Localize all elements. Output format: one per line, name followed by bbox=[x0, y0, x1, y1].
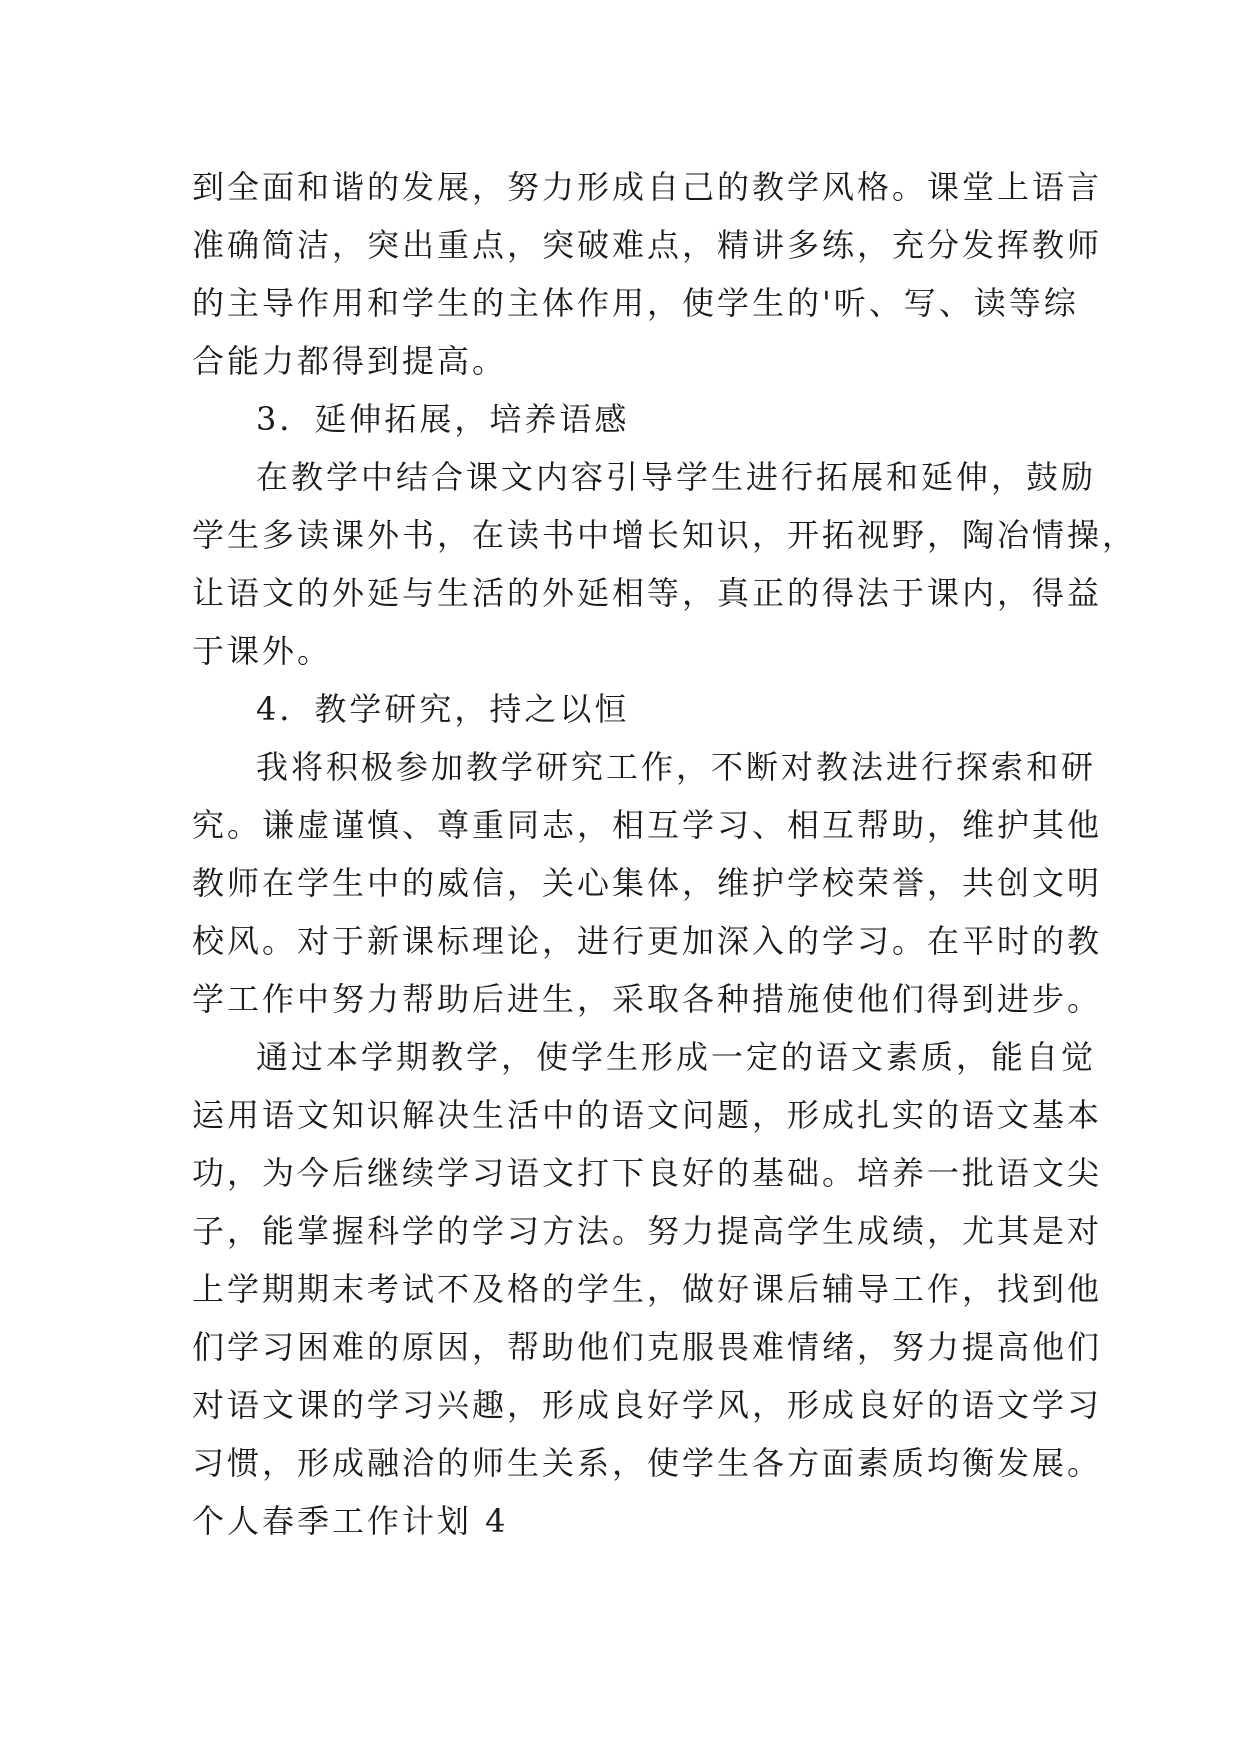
text-line: 校风。对于新课标理论，进行更加深入的学习。在平时的教 bbox=[192, 922, 1103, 960]
text-line: 上学期期末考试不及格的学生，做好课后辅导工作，找到他 bbox=[192, 1270, 1103, 1308]
text-line: 习惯，形成融洽的师生关系，使学生各方面素质均衡发展。 bbox=[192, 1444, 1103, 1482]
text-line: 我将积极参加教学研究工作，不断对教法进行探索和研 bbox=[256, 748, 1097, 786]
text-line: 运用语文知识解决生活中的语文问题，形成扎实的语文基本 bbox=[192, 1096, 1103, 1134]
text-line: 于课外。 bbox=[192, 632, 333, 670]
text-line: 到全面和谐的发展，努力形成自己的教学风格。课堂上语言 bbox=[192, 168, 1103, 206]
text-line: 子，能掌握科学的学习方法。努力提高学生成绩，尤其是对 bbox=[192, 1212, 1103, 1250]
text-line: 究。谦虚谨慎、尊重同志，相互学习、相互帮助，维护其他 bbox=[192, 806, 1103, 844]
text-line: 在教学中结合课文内容引导学生进行拓展和延伸，鼓励 bbox=[256, 458, 1097, 496]
document-subtitle: 个人春季工作计划 4 bbox=[192, 1502, 509, 1540]
text-line: 学工作中努力帮助后进生，采取各种措施使他们得到进步。 bbox=[192, 980, 1103, 1018]
text-line: 对语文课的学习兴趣，形成良好学风，形成良好的语文学习 bbox=[192, 1386, 1103, 1424]
section-heading: 3．延伸拓展，培养语感 bbox=[256, 400, 630, 438]
text-line: 通过本学期教学，使学生形成一定的语文素质，能自觉 bbox=[256, 1038, 1097, 1076]
text-line: 学生多读课外书，在读书中增长知识，开拓视野，陶冶情操， bbox=[192, 516, 1138, 554]
text-line: 让语文的外延与生活的外延相等，真正的得法于课内，得益 bbox=[192, 574, 1103, 612]
text-line: 们学习困难的原因，帮助他们克服畏难情绪，努力提高他们 bbox=[192, 1328, 1103, 1366]
text-line: 的主导作用和学生的主体作用，使学生的'听、写、读等综 bbox=[192, 284, 1079, 322]
text-line: 功，为今后继续学习语文打下良好的基础。培养一批语文尖 bbox=[192, 1154, 1103, 1192]
section-heading: 4．教学研究，持之以恒 bbox=[256, 690, 630, 728]
text-line: 合能力都得到提高。 bbox=[192, 342, 508, 380]
text-line: 教师在学生中的威信，关心集体，维护学校荣誉，共创文明 bbox=[192, 864, 1103, 902]
document-body bbox=[192, 158, 1138, 1550]
text-line: 准确简洁，突出重点，突破难点，精讲多练，充分发挥教师 bbox=[192, 226, 1103, 264]
